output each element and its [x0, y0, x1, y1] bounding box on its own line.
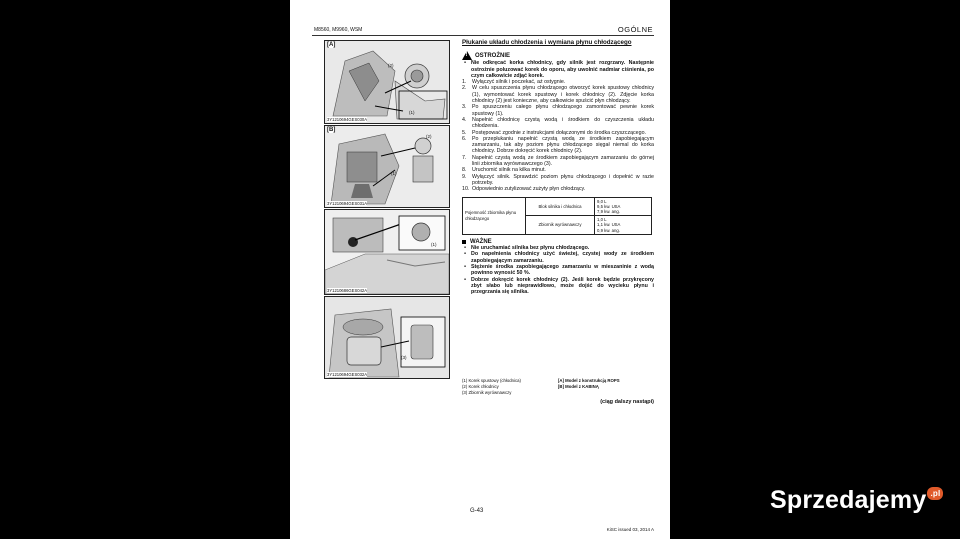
step-item: 7. Napełnić czystą wodą ze środkiem zapobiegającym zamarzaniu do górnej linii zbiornika wyrównawczego (3). — [462, 154, 654, 168]
important-bullet: • Stężenie środka zapobiegającego zamarzaniu w mieszaninie z wodą powinno wynosić 50 %. — [464, 263, 654, 277]
important-bullet: • Dobrze dokręcić korek chłodnicy (2). Jeśli korek będzie przykręcony zbyt słabo lub nieprawidłowo, może dojść do wycieku płynu i przegrzania się silnika. — [464, 276, 654, 296]
figure-reserve-tank — [324, 296, 450, 379]
figure-drain-plug-drawing — [325, 210, 449, 294]
instructions-column — [462, 40, 654, 295]
caution-text: Nie odkręcać korka chłodnicy, gdy silnik jest rozgrzany. Następnie ostrożnie poluzować korek do oporu, aby uwolnić nadmiar ciśnienia, po czym całkowicie zdjąć korek. — [471, 60, 654, 79]
figure-b-tag: [B] — [327, 127, 336, 133]
figure-a — [324, 40, 450, 124]
step-item: 1. Wyłączyć silnik i poczekać, aż ostygnie. — [462, 79, 566, 86]
header-rule — [312, 35, 654, 36]
step-item: 5. Postępować zgodnie z instrukcjami dołączonymi do środka czyszczącego. — [462, 129, 646, 136]
page-number: G-43 — [470, 508, 484, 514]
important-bullet: • Do napełnienia chłodnicy użyć świeżej, czystej wody ze środkiem zapobiegającym zamarzaniu. — [464, 251, 654, 264]
steps-list — [462, 79, 654, 192]
step-item: 9. Wyłączyć silnik. Sprawdzić poziom płynu chłodzącego i dopełnić w razie potrzeby. — [462, 173, 654, 186]
legend-items: (1) Korek spustowy (chłodnica) (2) Korek chłodnicy (3) Zbiornik wyrównawczy — [462, 378, 521, 395]
step-item: 8. Uruchomić silnik na kilka minut. — [462, 167, 546, 174]
figure-drain-plug — [324, 209, 450, 295]
figure-a-code: 3Y1210694GES030A — [327, 117, 368, 122]
warning-triangle-icon — [462, 51, 472, 60]
figure-b-callout-2: (2) — [426, 134, 432, 139]
capacity-item: Blok silnika i chłodnica — [526, 197, 595, 216]
caution-bullet — [462, 60, 654, 79]
legend — [462, 378, 654, 396]
section-title: Płukanie układu chłodzenia i wymiana płynu chłodzącego — [462, 39, 632, 46]
continued-note: (ciąg dalszy nastąpi) — [600, 399, 654, 405]
figure-drain-plug-callout-1: (1) — [431, 242, 437, 247]
caution-label: OSTROŻNIE — [475, 52, 511, 59]
table-row — [463, 197, 652, 216]
caution-heading — [462, 51, 654, 60]
capacity-values: 9,0 L 9,5 kw. USA 7,9 kw. ang. — [595, 197, 652, 216]
figure-a-drawing — [325, 41, 449, 123]
figure-a-callout-1: (1) — [409, 110, 415, 115]
figure-a-tag: [A] — [327, 42, 336, 48]
watermark-brand: Sprzedajemy — [770, 486, 927, 514]
step-item: 4. Napełnić chłodnicę czystą wodą i środkiem do czyszczenia układu chłodzenia. — [462, 116, 654, 130]
bullet-icon: • — [464, 60, 466, 67]
square-bullet-icon — [462, 240, 466, 244]
step-item: 6. Po przepłukaniu napełnić czystą wodą ze środkiem zapobiegającym zamarzaniu, tak aby poziom płynu chłodzącego sięgał niemal do korka chłodnicy. Dobrze dokręcić korek chłodnicy (2). — [462, 135, 654, 155]
figure-b-callout-1: (1) — [391, 171, 397, 176]
figure-reserve-tank-code: 3Y1210694GES032A — [327, 372, 368, 377]
manual-page — [290, 0, 670, 539]
capacity-label: Pojemność zbiornika płynu chłodzącego — [463, 197, 526, 234]
figure-a-callout-2: (2) — [388, 63, 394, 68]
header-section: OGÓLNE — [617, 25, 653, 34]
capacity-table — [462, 197, 652, 235]
issued-note: KiSC issued 03, 2014 A — [606, 527, 654, 532]
figure-reserve-tank-callout-3: (3) — [401, 355, 407, 360]
figure-reserve-tank-drawing — [325, 297, 449, 378]
figure-b — [324, 125, 450, 208]
step-item: 2. W celu spuszczenia płynu chłodzącego otworzyć korek spustowy chłodnicy (1), wymontować korek spustowy i korek chłodnicy (2). Zdjęcie korka chłodnicy (2) jest konieczne, aby całkowicie spuścić płyn chłodzący. — [462, 85, 654, 105]
watermark-logo — [770, 486, 943, 515]
capacity-item: Zbiornik wyrównawczy — [526, 216, 595, 235]
watermark-suffix: .pl — [927, 487, 943, 500]
header-models: M8560, M9960, WSM — [314, 27, 363, 33]
step-item: 10. Odpowiednio zutylizować zużyty płyn chłodzący. — [462, 186, 586, 193]
capacity-values: 1,0 L 1,1 kw. USA 0,9 kw. ang. — [595, 216, 652, 235]
important-label: WAŻNE — [470, 238, 492, 245]
step-item: 3. Po spuszczeniu całego płynu chłodzącego zamontować pewnie korek spustowy (1). — [462, 104, 654, 117]
important-bullet: • Nie uruchamiać silnika bez płynu chłodzącego. — [464, 245, 590, 252]
legend-models: [A] Model z konstrukcją ROPS [B] Model z KABINĄ — [558, 378, 620, 389]
figure-b-code: 3Y1210694GES031A — [327, 201, 368, 206]
figure-drain-plug-code: 3Y1210686GES042A — [327, 288, 368, 293]
